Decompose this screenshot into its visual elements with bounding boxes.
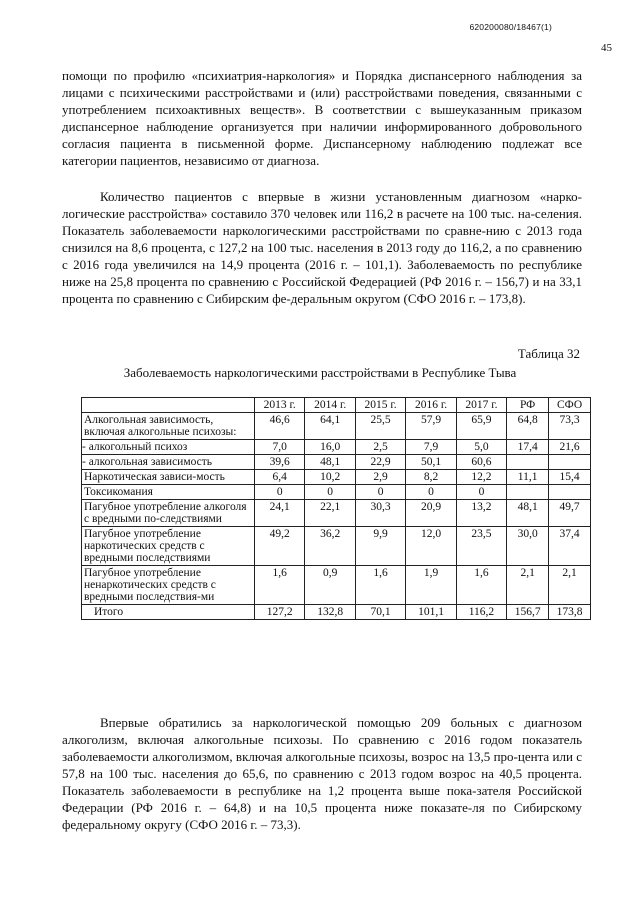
cell-value: 0 <box>456 485 506 500</box>
cell-value: 30,0 <box>507 527 549 566</box>
cell-value: 1,6 <box>355 566 405 605</box>
cell-value: 16,0 <box>305 440 355 455</box>
cell-value: 70,1 <box>355 605 405 620</box>
cell-value: 2,5 <box>355 440 405 455</box>
header-cell-rf: РФ <box>507 398 549 413</box>
morbidity-table <box>81 397 591 620</box>
table-title: Заболеваемость наркологическими расстройствами в Республике Тыва <box>123 365 517 380</box>
table-header-row <box>82 398 591 413</box>
cell-value: 6,4 <box>255 470 305 485</box>
cell-value: 48,1 <box>305 455 355 470</box>
cell-value: 13,2 <box>456 500 506 527</box>
cell-value: 36,2 <box>305 527 355 566</box>
cell-value: 5,0 <box>456 440 506 455</box>
cell-value: 15,4 <box>549 470 591 485</box>
cell-value: 8,2 <box>406 470 456 485</box>
cell-value: 49,7 <box>549 500 591 527</box>
cell-value: 64,8 <box>507 413 549 440</box>
cell-value: 21,6 <box>549 440 591 455</box>
cell-value: 57,9 <box>406 413 456 440</box>
cell-value: 1,9 <box>406 566 456 605</box>
paragraph-3: Впервые обратились за наркологической помощью 209 больных с диагнозом алкоголизм, включая алкогольные психозы. По сравнению с 2016 годом показатель заболеваемости алкоголизмом, включая алкогольные психозы, возрос на 13,5 про-цента или с 57,8 на 100 тыс. населения до 65,6, по сравнению с 2013 годом возрос на 40,5 процента. Показатель заболеваемости в республике на 1,2 процента выше пока-зателя Российской Федерации (РФ 2016 г. – 64,8) и на 10,5 процента ниже показате-ля по Сибирскому федеральному округу (СФО 2016 г. – 73,3). <box>62 715 582 832</box>
cell-value: 11,1 <box>507 470 549 485</box>
cell-value: 2,1 <box>549 566 591 605</box>
row-label: Итого <box>82 605 255 620</box>
header-cell-2016: 2016 г. <box>406 398 456 413</box>
row-label: Наркотическая зависи-мость <box>82 470 255 485</box>
cell-value: 9,9 <box>355 527 405 566</box>
cell-value: 132,8 <box>305 605 355 620</box>
cell-value <box>549 485 591 500</box>
cell-value: 156,7 <box>507 605 549 620</box>
cell-value: 10,2 <box>305 470 355 485</box>
cell-value: 101,1 <box>406 605 456 620</box>
cell-value: 7,9 <box>406 440 456 455</box>
cell-value: 7,0 <box>255 440 305 455</box>
cell-value: 22,1 <box>305 500 355 527</box>
cell-value: 24,1 <box>255 500 305 527</box>
document-id: 620200080/18467(1) <box>469 22 552 32</box>
cell-value: 22,9 <box>355 455 405 470</box>
cell-value: 39,6 <box>255 455 305 470</box>
cell-value: 65,9 <box>456 413 506 440</box>
table-row <box>82 455 591 470</box>
table-row <box>82 470 591 485</box>
cell-value: 37,4 <box>549 527 591 566</box>
cell-value: 1,6 <box>456 566 506 605</box>
cell-value <box>507 455 549 470</box>
row-label: Алкогольная зависимость, включая алкогольные психозы: <box>82 413 255 440</box>
cell-value: 23,5 <box>456 527 506 566</box>
table-row-total <box>82 605 591 620</box>
table-row <box>82 500 591 527</box>
cell-value: 0 <box>305 485 355 500</box>
cell-value: 73,3 <box>549 413 591 440</box>
cell-value: 127,2 <box>255 605 305 620</box>
row-label: Пагубное употребление ненаркотических средств с вредными последствия-ми <box>82 566 255 605</box>
cell-value <box>507 485 549 500</box>
header-cell-empty <box>82 398 255 413</box>
cell-value: 2,9 <box>355 470 405 485</box>
header-cell-2017: 2017 г. <box>456 398 506 413</box>
header-cell-2013: 2013 г. <box>255 398 305 413</box>
cell-value: 1,6 <box>255 566 305 605</box>
row-label: Токсикомания <box>82 485 255 500</box>
paragraph-2: Количество пациентов с впервые в жизни установленным диагнозом «нарко-логические расстройства» составило 370 человек или 116,2 в расчете на 100 тыс. на-селения. Показатель заболеваемости наркологическими расстройствами по сравне-нию с 2013 года снизился на 8,6 процента, с 127,2 на 100 тыс. населения в 2013 году до 116,2, а по сравнению с 2016 года увеличился на 14,9 процента (2016 г. – 101,1). Заболеваемость по республике ниже на 25,8 процента по сравнению с Российской Федерацией (РФ 2016 г. – 156,7) и на 33,1 процента по сравнению с Сибирским фе-деральным округом (СФО 2016 г. – 173,8). <box>62 189 582 306</box>
cell-value: 0,9 <box>305 566 355 605</box>
cell-value: 20,9 <box>406 500 456 527</box>
cell-value: 25,5 <box>355 413 405 440</box>
cell-value: 30,3 <box>355 500 405 527</box>
header-cell-sfo: СФО <box>549 398 591 413</box>
cell-value: 46,6 <box>255 413 305 440</box>
paragraph-1: помощи по профилю «психиатрия-наркология» и Порядка диспансерного наблюдения за лицами с психическими расстройствами и (или) расстройствами поведения, связанными с употреблением психоактивных веществ». В соответствии с вышеуказанным приказом диспансерное наблюдение организуется при наличии информированного добровольного согласия пациента в письменной форме. Диспансерному наблюдению подлежат все категории пациентов, независимо от диагноза. <box>62 68 582 168</box>
table-row <box>82 527 591 566</box>
row-label: Пагубное употребление алкоголя с вредными по-следствиями <box>82 500 255 527</box>
table-row <box>82 440 591 455</box>
cell-value: 0 <box>406 485 456 500</box>
table-row <box>82 485 591 500</box>
page-number: 45 <box>601 42 612 54</box>
row-label: - алкогольный психоз <box>82 440 255 455</box>
cell-value: 12,0 <box>406 527 456 566</box>
cell-value: 116,2 <box>456 605 506 620</box>
cell-value: 2,1 <box>507 566 549 605</box>
cell-value <box>549 455 591 470</box>
cell-value: 60,6 <box>456 455 506 470</box>
header-cell-2015: 2015 г. <box>355 398 405 413</box>
cell-value: 12,2 <box>456 470 506 485</box>
cell-value: 0 <box>355 485 405 500</box>
cell-value: 49,2 <box>255 527 305 566</box>
header-cell-2014: 2014 г. <box>305 398 355 413</box>
cell-value: 50,1 <box>406 455 456 470</box>
table-row <box>82 413 591 440</box>
table-row <box>82 566 591 605</box>
row-label: - алкогольная зависимость <box>82 455 255 470</box>
table-label: Таблица 32 <box>517 346 580 361</box>
cell-value: 0 <box>255 485 305 500</box>
cell-value: 17,4 <box>507 440 549 455</box>
cell-value: 173,8 <box>549 605 591 620</box>
cell-value: 64,1 <box>305 413 355 440</box>
cell-value: 48,1 <box>507 500 549 527</box>
row-label: Пагубное употребление наркотических средств с вредными последствиями <box>82 527 255 566</box>
